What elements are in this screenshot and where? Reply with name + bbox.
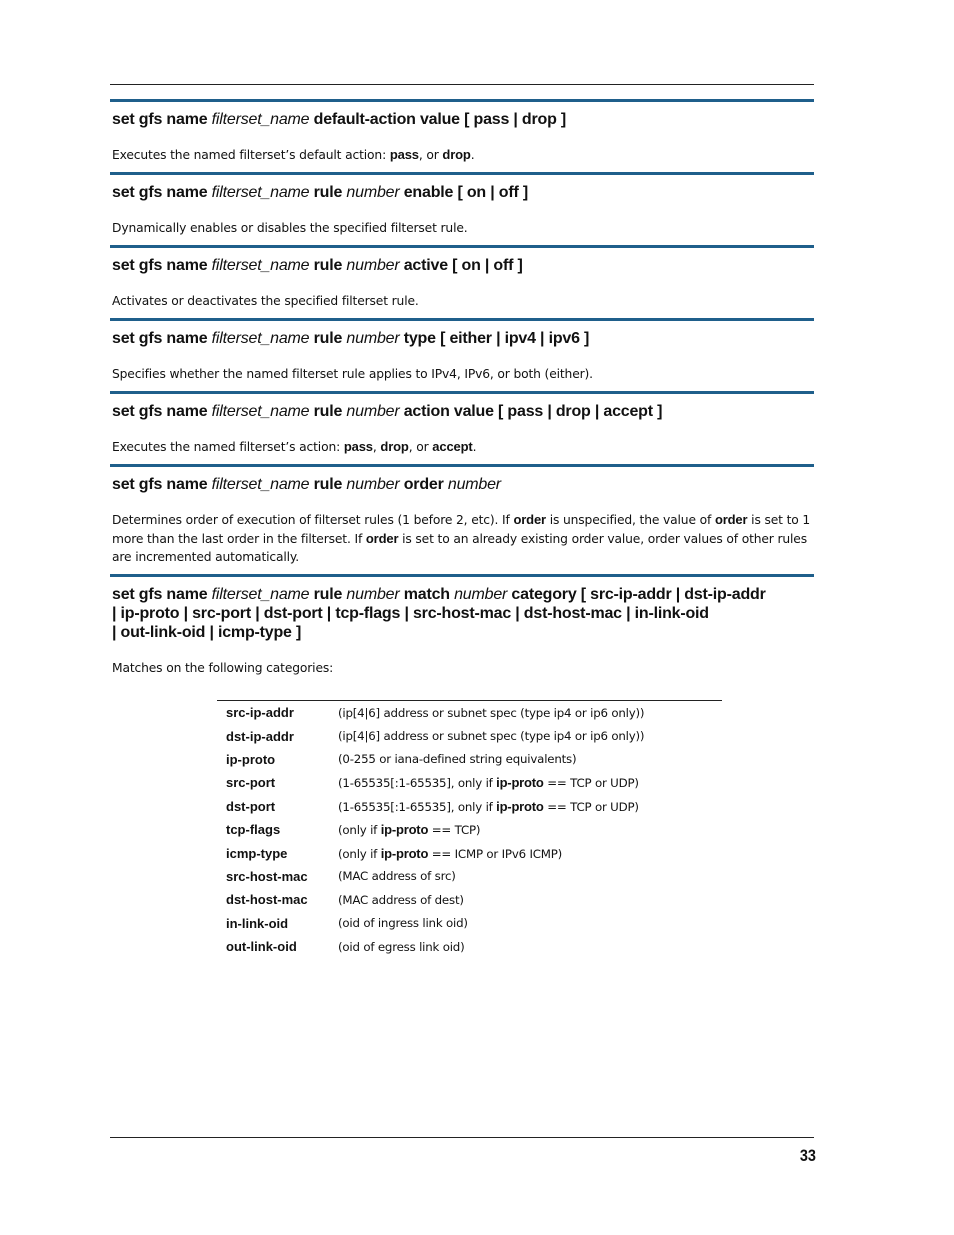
heading-text: set gfs name [112, 476, 212, 493]
category-desc [338, 935, 722, 958]
category-key: dst-host-mac [226, 892, 308, 908]
category-key: dst-ip-addr [226, 728, 294, 744]
command-heading [112, 256, 814, 275]
heading-param: filterset_name [211, 586, 310, 603]
heading-param: filterset_name [211, 184, 310, 201]
command-heading [112, 585, 814, 642]
section-divider [110, 464, 814, 467]
command-heading [112, 110, 814, 129]
category-key: ip-proto [226, 751, 276, 767]
heading-text: | ip-proto | src-port | dst-port | tcp-flags | src-host-mac | dst-host-mac | in-link-oid [112, 605, 709, 622]
desc-keyword: drop [380, 439, 409, 454]
desc-text: . [470, 148, 475, 162]
categories-table [217, 700, 722, 958]
category-desc-text: (1-65535[:1-65535], only if [338, 799, 497, 814]
desc-keyword: accept [432, 439, 473, 454]
heading-text: category [ src-ip-addr | dst-ip-addr [507, 586, 766, 603]
command-description [112, 292, 814, 311]
heading-text: default-action value [ pass | drop ] [309, 111, 567, 128]
category-desc [338, 724, 722, 747]
category-desc-text: (ip[4|6] address or subnet spec (type ip4 or ip6 only)) [338, 705, 645, 720]
table-row [217, 935, 722, 958]
heading-param: number [346, 257, 400, 274]
command-section [112, 475, 814, 494]
heading-param: number [346, 586, 400, 603]
desc-text: , or [418, 148, 443, 162]
table-row [217, 701, 722, 725]
desc-keyword: drop [442, 147, 471, 162]
table-row [217, 865, 722, 888]
section-divider [110, 318, 814, 321]
command-description [112, 438, 814, 457]
command-heading [112, 183, 814, 202]
heading-param: number [447, 476, 501, 493]
category-desc-keyword: ip-proto [496, 775, 544, 791]
desc-text: is set to an already existing order value, order values of other rules are incremented automatically. [112, 531, 807, 564]
heading-param: number [454, 586, 508, 603]
category-desc-text: (MAC address of dest) [338, 892, 464, 907]
heading-text: match [399, 586, 455, 603]
category-desc [338, 865, 722, 888]
section-divider [110, 172, 814, 175]
heading-text: rule [309, 403, 347, 420]
category-key: out-link-oid [226, 939, 297, 955]
heading-text: rule [309, 586, 347, 603]
category-desc [338, 841, 722, 864]
section-divider [110, 574, 814, 577]
category-key: tcp-flags [226, 822, 281, 838]
category-desc [338, 748, 722, 771]
heading-text: set gfs name [112, 586, 212, 603]
category-desc-keyword: ip-proto [496, 798, 544, 814]
desc-keyword: order [714, 512, 748, 527]
command-section [112, 183, 814, 202]
category-desc-text: == ICMP or IPv6 ICMP) [428, 846, 563, 861]
command-description [112, 146, 814, 165]
section-divider [110, 391, 814, 394]
command-description [112, 659, 814, 678]
table-row [217, 818, 722, 841]
desc-text: . [472, 440, 477, 454]
heading-param: filterset_name [211, 403, 310, 420]
desc-keyword: order [513, 512, 546, 527]
command-description [112, 219, 814, 238]
heading-text: set gfs name [112, 403, 212, 420]
heading-param: number [346, 184, 400, 201]
desc-text: Matches on the following categories: [112, 661, 334, 675]
command-description [112, 365, 814, 384]
command-section [112, 585, 814, 642]
footer-rule [110, 1137, 814, 1138]
category-key: in-link-oid [226, 915, 289, 931]
page-number: 33 [799, 1146, 816, 1165]
table-row [217, 888, 722, 911]
command-heading [112, 475, 814, 494]
category-key: src-port [226, 775, 276, 791]
command-section [112, 329, 814, 348]
section-divider [110, 99, 814, 102]
desc-text: Executes the named filterset’s default action: [112, 148, 390, 162]
category-desc-text: (MAC address of src) [338, 869, 456, 884]
heading-param: filterset_name [211, 330, 310, 347]
category-desc-text: == TCP or UDP) [543, 776, 639, 791]
heading-text: rule [309, 476, 347, 493]
command-description [112, 511, 814, 567]
category-desc [338, 701, 722, 725]
heading-param: filterset_name [211, 111, 310, 128]
heading-text: rule [309, 330, 347, 347]
heading-text: active [ on | off ] [399, 257, 523, 274]
table-row [217, 724, 722, 747]
heading-text: set gfs name [112, 330, 212, 347]
category-desc-keyword: ip-proto [380, 845, 429, 861]
heading-text: enable [ on | off ] [399, 184, 528, 201]
heading-param: filterset_name [211, 257, 310, 274]
category-desc [338, 771, 722, 794]
heading-text: action value [ pass | drop | accept ] [399, 403, 663, 420]
header-rule [110, 84, 814, 85]
heading-param: number [346, 403, 400, 420]
command-section [112, 256, 814, 275]
heading-text: set gfs name [112, 184, 212, 201]
heading-text: | out-link-oid | icmp-type ] [112, 624, 302, 641]
category-desc-text: (only if [338, 846, 381, 861]
category-desc-text: (only if [338, 823, 381, 838]
desc-text: Specifies whether the named filterset rule applies to IPv4, IPv6, or both (either). [112, 367, 593, 381]
category-desc-text: (0-255 or iana-defined string equivalents) [338, 752, 577, 767]
desc-keyword: pass [343, 439, 373, 454]
category-desc-text: == TCP) [428, 823, 481, 838]
command-heading [112, 329, 814, 348]
heading-text: type [ either | ipv4 | ipv6 ] [399, 330, 590, 347]
heading-text: set gfs name [112, 111, 212, 128]
category-desc-text: (1-65535[:1-65535], only if [338, 776, 497, 791]
category-desc-text: (ip[4|6] address or subnet spec (type ip4 or ip6 only)) [338, 729, 645, 744]
table-row [217, 771, 722, 794]
heading-text: order [399, 476, 448, 493]
command-section [112, 402, 814, 421]
heading-text: rule [309, 257, 347, 274]
desc-text: , [372, 440, 381, 454]
category-desc-text: (oid of egress link oid) [338, 939, 465, 954]
command-heading [112, 402, 814, 421]
heading-text: rule [309, 184, 347, 201]
table-row [217, 748, 722, 771]
category-key: src-host-mac [226, 868, 308, 884]
category-desc-keyword: ip-proto [380, 822, 429, 838]
desc-text: Executes the named filterset’s action: [112, 440, 344, 454]
desc-keyword: order [365, 530, 399, 546]
category-desc [338, 795, 722, 818]
table-row [217, 912, 722, 935]
desc-keyword: pass [389, 147, 419, 162]
desc-text: is unspecified, the value of [545, 513, 715, 527]
desc-text: is set to 1 more than the last order in the filterset. If [112, 513, 811, 546]
category-desc [338, 888, 722, 911]
table-row [217, 841, 722, 864]
section-divider [110, 245, 814, 248]
desc-text: Dynamically enables or disables the specified filterset rule. [112, 221, 468, 235]
heading-text: set gfs name [112, 257, 212, 274]
desc-text: Determines order of execution of filterset rules (1 before 2, etc). If [112, 513, 514, 527]
category-desc [338, 818, 722, 841]
category-key: dst-port [226, 798, 276, 814]
category-desc-text: (oid of ingress link oid) [338, 916, 468, 931]
table-row [217, 795, 722, 818]
desc-text: , or [408, 440, 433, 454]
category-desc-text: == TCP or UDP) [543, 799, 639, 814]
category-key: icmp-type [226, 845, 288, 861]
heading-param: filterset_name [211, 476, 310, 493]
desc-text: Activates or deactivates the specified filterset rule. [112, 294, 419, 308]
category-desc [338, 912, 722, 935]
heading-param: number [346, 476, 400, 493]
heading-param: number [346, 330, 400, 347]
command-section [112, 110, 814, 129]
category-key: src-ip-addr [226, 705, 294, 721]
